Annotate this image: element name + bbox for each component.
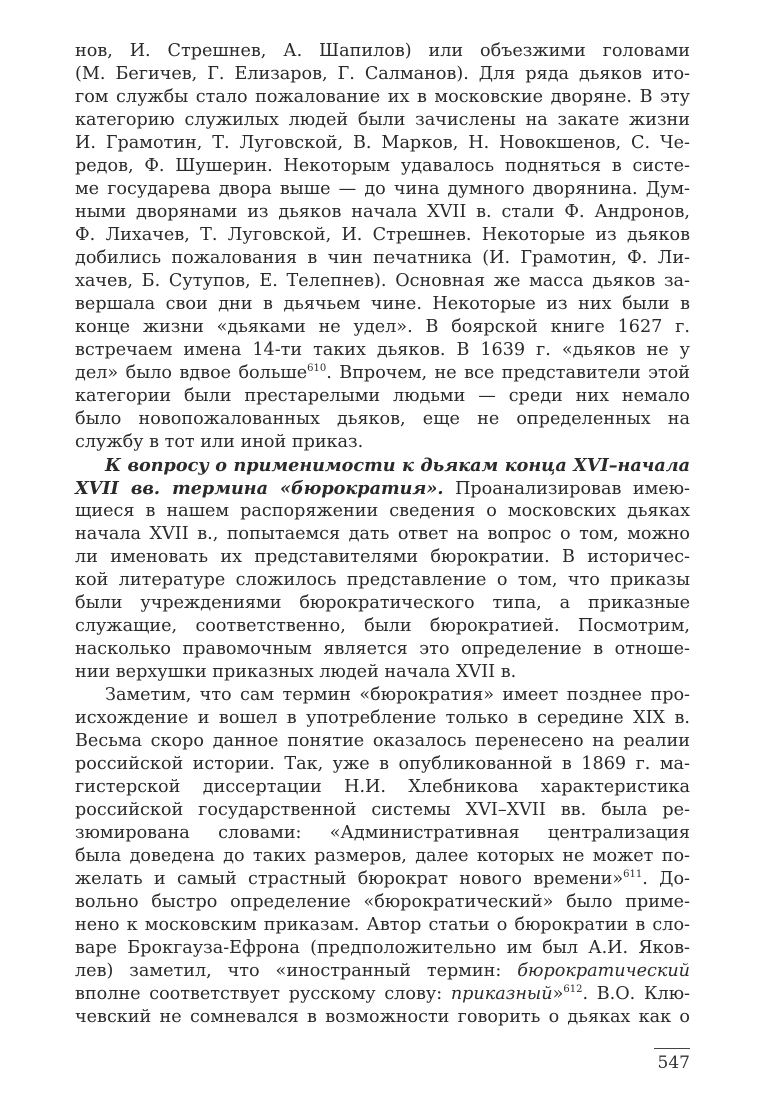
text-line: [75, 868, 690, 891]
text-run: Ф. Лихачев, Т. Луговской, И. Стрешнев. Некоторые из дьяков: [75, 225, 690, 245]
text-run: зюмирована словами: «Административная централизация: [75, 823, 690, 843]
text-run: гистерской диссертации Н.И. Хлебникова характеристика: [75, 777, 690, 797]
footnote-ref: 612: [563, 984, 583, 995]
text-run: категории были престарелыми людьми — среди них немало: [75, 386, 690, 406]
text-line: [75, 178, 690, 201]
text-line: [75, 592, 690, 615]
text-line: [75, 431, 690, 454]
text-line: [75, 224, 690, 247]
text-run: дел» было вдвое больше: [75, 363, 308, 383]
text-run: вольно быстро определение «бюрократический» было приме-: [75, 892, 690, 912]
text-line: [75, 776, 690, 799]
text-run: ными дворянами из дьяков начала XVII в. стали Ф. Андронов,: [75, 202, 690, 222]
text-line: [75, 523, 690, 546]
text-line: [75, 454, 690, 477]
text-line: [75, 86, 690, 109]
text-run: были учреждениями бюрократического типа, а приказные: [75, 593, 690, 613]
text-run: »: [552, 984, 564, 1004]
text-line: [75, 270, 690, 293]
text-line: [75, 845, 690, 868]
text-line: [75, 983, 690, 1006]
text-line: [75, 40, 690, 63]
text-run: нено к московским приказам. Автор статьи о бюрократии в сло-: [75, 915, 690, 935]
section-heading-run: К вопросу о применимости к дьякам конца XVI–начала: [105, 455, 690, 476]
text-line: [75, 615, 690, 638]
text-run: хачев, Б. Сутупов, Е. Телепнев). Основная же масса дьяков за-: [75, 271, 690, 291]
text-run: бюрократический: [517, 961, 690, 981]
text-run: чевский не сомневался в возможности говорить о дьяках как о: [75, 1007, 690, 1027]
text-line: [75, 1006, 690, 1029]
text-line: [75, 385, 690, 408]
text-run: И. Грамотин, Т. Луговской, В. Марков, Н. Новокшенов, С. Че-: [75, 133, 690, 153]
text-run: редов, Ф. Шушерин. Некоторым удавалось подняться в систе-: [75, 156, 690, 176]
text-line: [75, 339, 690, 362]
text-line: [75, 362, 690, 385]
text-run: встречаем имена 14-ти таких дьяков. В 1639 г. «дьяков не у: [75, 340, 690, 360]
text-run: Весьма скоро данное понятие оказалось перенесено на реалии: [75, 731, 690, 751]
text-run: исхождение и вошел в употребление только в середине XIX в.: [75, 708, 690, 728]
text-line: [75, 247, 690, 270]
text-run: кой литературе сложилось представление о том, что приказы: [75, 570, 690, 590]
text-run: службу в тот или иной приказ.: [75, 432, 364, 452]
text-line: [75, 891, 690, 914]
text-run: гом службы стало пожалование их в московские дворяне. В эту: [75, 87, 690, 107]
footnote-ref: 611: [623, 869, 643, 880]
text-run: категорию служилых людей были зачислены на закате жизни: [75, 110, 690, 130]
text-run: . До-: [642, 869, 690, 889]
text-line: [75, 937, 690, 960]
text-line: [75, 799, 690, 822]
text-run: российской истории. Так, уже в опубликованной в 1869 г. ма-: [75, 754, 690, 774]
text-line: [75, 661, 690, 684]
text-run: служащие, соответственно, были бюрократией. Посмотрим,: [75, 616, 690, 636]
page-body-text: [75, 40, 690, 1029]
text-run: нов, И. Стрешнев, А. Шапилов) или объезжими головами: [75, 41, 690, 61]
text-line: [75, 132, 690, 155]
text-run: конце жизни «дьяками не удел». В боярской книге 1627 г.: [75, 317, 690, 337]
footnote-ref: 610: [307, 363, 327, 374]
text-run: была доведена до таких размеров, далее которых не может по-: [75, 846, 690, 866]
text-line: [75, 914, 690, 937]
text-run: варе Брокгауза-Ефрона (предположительно им был А.И. Яков-: [75, 938, 690, 958]
text-run: приказный: [450, 984, 553, 1004]
text-line: [75, 569, 690, 592]
text-line: [75, 684, 690, 707]
text-line: [75, 960, 690, 983]
text-line: [75, 753, 690, 776]
section-heading-run: XVII вв. термина «бюрократия».: [75, 478, 444, 499]
text-run: ли именовать их представителями бюрократии. В историчес-: [75, 547, 690, 567]
text-run: Заметим, что сам термин «бюрократия» имеет позднее про-: [105, 685, 690, 705]
text-line: [75, 408, 690, 431]
text-line: [75, 109, 690, 132]
text-line: [75, 293, 690, 316]
text-run: щиеся в нашем распоряжении сведения о московских дьяках: [75, 501, 690, 521]
text-run: вершала свои дни в дьячьем чине. Некоторые из них были в: [75, 294, 690, 314]
text-run: добились пожалования в чин печатника (И. Грамотин, Ф. Ли-: [75, 248, 690, 268]
text-line: [75, 201, 690, 224]
text-line: [75, 63, 690, 86]
text-line: [75, 546, 690, 569]
text-run: Проанализировав имею-: [443, 479, 690, 499]
text-line: [75, 155, 690, 178]
text-run: начала XVII в., попытаемся дать ответ на вопрос о том, можно: [75, 524, 690, 544]
text-line: [75, 500, 690, 523]
text-run: (М. Бегичев, Г. Елизаров, Г. Салманов). Для ряда дьяков ито-: [75, 64, 690, 84]
text-line: [75, 707, 690, 730]
text-run: желать и самый страстный бюрократ нового времени»: [75, 869, 624, 889]
text-run: нии верхушки приказных людей начала XVII в.: [75, 662, 517, 682]
text-run: было новопожалованных дьяков, еще не определенных на: [75, 409, 690, 429]
text-run: . Впрочем, не все представители этой: [326, 363, 690, 383]
text-line: [75, 316, 690, 339]
text-line: [75, 477, 690, 500]
text-line: [75, 730, 690, 753]
text-run: российской государственной системы XVI–XVII вв. была ре-: [75, 800, 690, 820]
text-line: [75, 638, 690, 661]
text-run: . В.О. Клю-: [582, 984, 690, 1004]
text-run: вполне соответствует русскому слову:: [75, 984, 451, 1004]
page-number: 547: [654, 1048, 690, 1073]
text-run: ме государева двора выше — до чина думного дворянина. Дум-: [75, 179, 690, 199]
text-run: лев) заметил, что «иностранный термин:: [75, 961, 518, 981]
text-run: насколько правомочным является это определение в отноше-: [75, 639, 690, 659]
text-line: [75, 822, 690, 845]
